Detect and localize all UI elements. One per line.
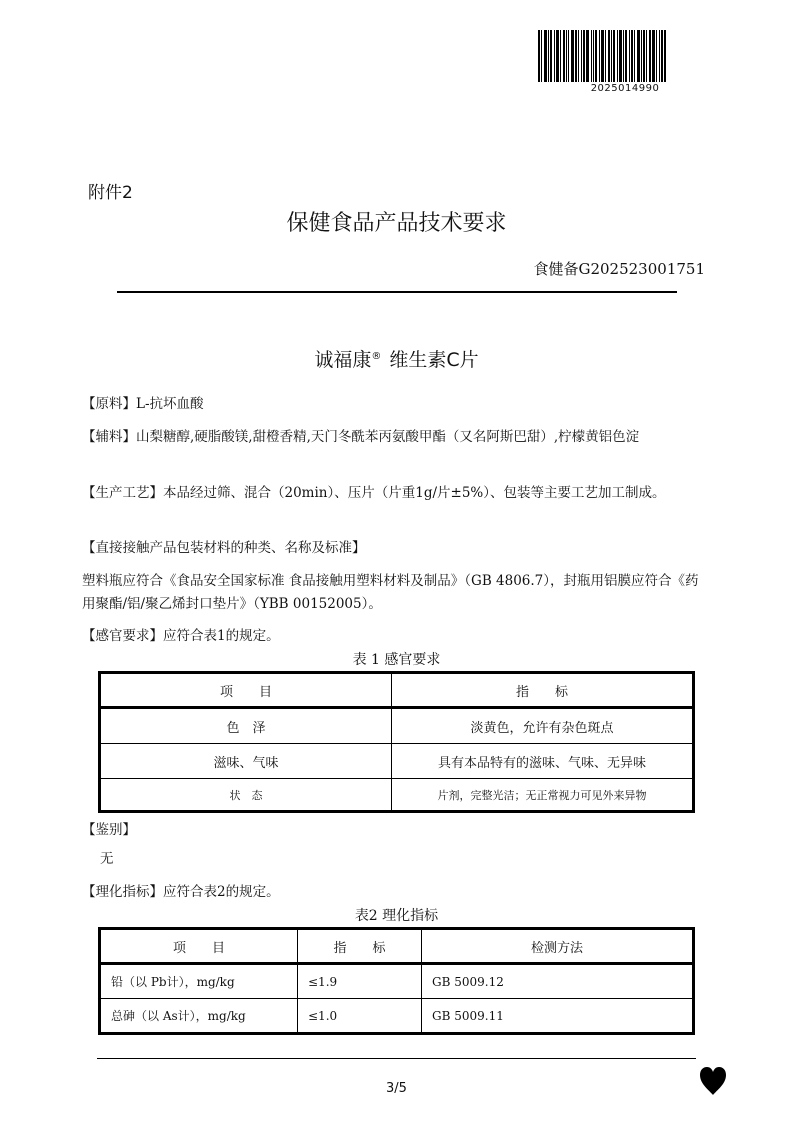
table-cell: 色 泽 [100,708,392,744]
table-cell: ≤1.0 [298,999,422,1034]
table-cell: 状 态 [100,779,392,812]
registration-number: 食健备G202523001751 [533,260,705,278]
excipients: 【辅料】山梨糖醇,硬脂酸镁,甜橙香精,天门冬酰苯丙氨酸甲酯（又名阿斯巴甜）,柠檬黄铝色淀 [82,429,640,445]
registered-mark: ® [371,350,382,362]
table-header-cell: 指 标 [392,673,694,708]
table-header-cell: 检测方法 [422,929,694,964]
table2-caption: 表2 理化指标 [354,908,439,924]
sensory-heading: 【感官要求】应符合表1的规定。 [82,628,280,644]
table-header-cell: 项 目 [100,929,298,964]
product-name-suffix: 维生素C片 [389,349,479,371]
product-brand: 诚福康 [314,349,372,371]
table-cell: GB 5009.11 [422,999,694,1034]
table-header-cell: 项 目 [100,673,392,708]
packaging-heading: 【直接接触产品包装材料的种类、名称及标准】 [82,540,366,556]
table1-caption: 表 1 感官要求 [352,652,441,668]
annex-label: 附件2 [88,183,133,203]
table-row [100,708,694,744]
table-row [100,779,694,812]
header-divider [117,291,677,293]
physchem-table [98,927,695,1035]
raw-material: 【原料】L-抗坏血酸 [82,396,204,412]
sensory-table [98,671,695,813]
table-header-cell: 指 标 [298,929,422,964]
table-cell: 淡黄色，允许有杂色斑点 [392,708,694,744]
table-cell: 滋味、气味 [100,744,392,779]
table-cell: GB 5009.12 [422,964,694,999]
table-row [100,964,694,999]
barcode [538,30,712,82]
table-cell: 总砷（以 As计），mg/kg [100,999,298,1034]
barcode-number: 2025014990 [590,83,660,94]
physchem-heading: 【理化指标】应符合表2的规定。 [82,884,280,900]
heart-icon [699,1066,727,1096]
page-number: 3/5 [386,1081,407,1096]
table-row [100,744,694,779]
identification-value: 无 [100,851,114,867]
table-cell: 片剂，完整光洁；无正常视力可见外来异物 [392,779,694,812]
product-name [0,345,793,372]
table-cell: 具有本品特有的滋味、气味、无异味 [392,744,694,779]
production-process: 【生产工艺】本品经过筛、混合（20min）、压片（片重1g/片±5%）、包装等主要工艺加工制成。 [82,485,666,501]
footer-divider [97,1058,696,1059]
packaging-text: 塑料瓶应符合《食品安全国家标准 食品接触用塑料材料及制品》（GB 4806.7），封瓶用铝膜应符合《药用聚酯/铝/聚乙烯封口垫片》（YBB 00152005）。 [82,573,699,612]
table-cell: 铅（以 Pb计），mg/kg [100,964,298,999]
table-row [100,999,694,1034]
table-header-row [100,929,694,964]
table-header-row [100,673,694,708]
table-cell: ≤1.9 [298,964,422,999]
identification-heading: 【鉴别】 [82,822,136,838]
page-title: 保健食品产品技术要求 [286,211,507,236]
